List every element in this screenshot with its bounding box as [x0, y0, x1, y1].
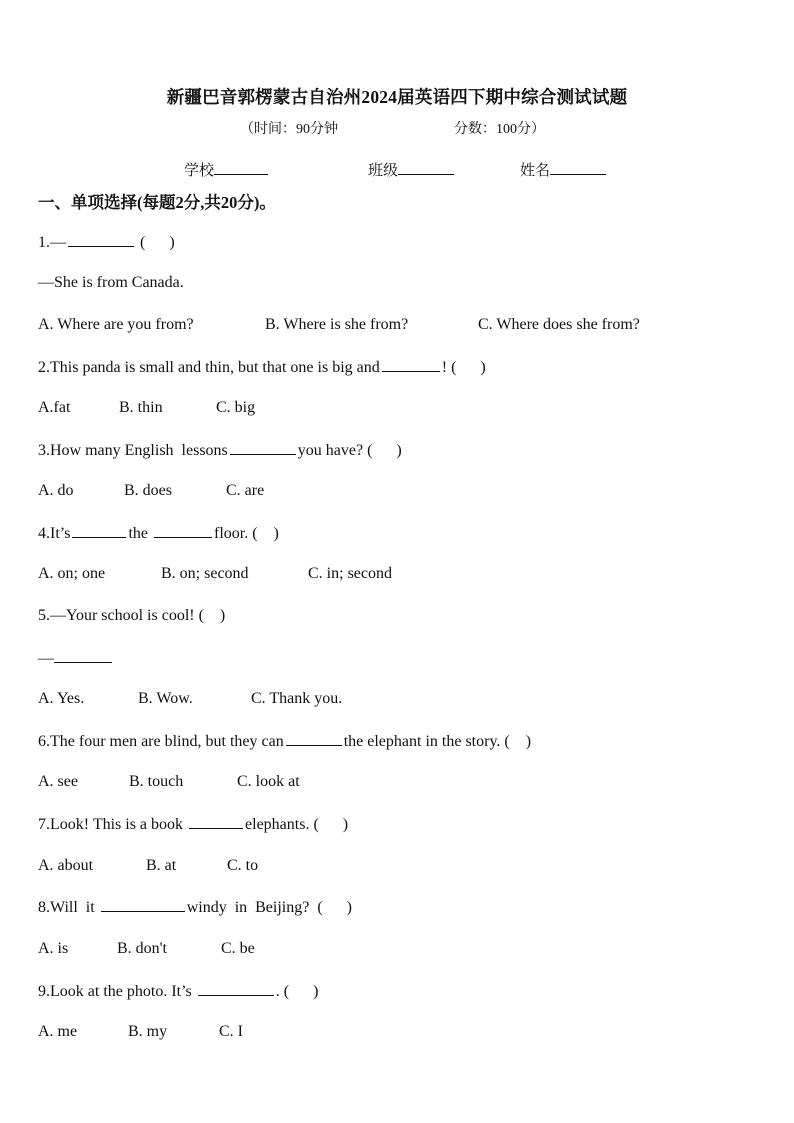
q5-option-b[interactable]: B. Wow.	[138, 690, 193, 707]
q9-stem: 9.Look at the photo. It’s	[38, 983, 192, 1000]
q6-option-b[interactable]: B. touch	[129, 773, 184, 790]
question-3	[38, 441, 402, 460]
q4-stem: 4.It’s	[38, 525, 71, 542]
q3-blank[interactable]	[230, 441, 296, 455]
class-blank[interactable]	[398, 160, 454, 175]
q8-option-a[interactable]: A. is	[38, 940, 69, 957]
q8-bracket: windy in Beijing? ( )	[186, 899, 352, 916]
q4-blank-2[interactable]	[154, 524, 212, 538]
question-5: 5.—Your school is cool! ( )	[38, 607, 226, 624]
q1-blank[interactable]	[68, 233, 134, 247]
q5-blank[interactable]	[54, 649, 112, 663]
q8-option-b[interactable]: B. don't	[117, 940, 167, 957]
school-field[interactable]	[184, 159, 268, 180]
q7-stem: 7.Look! This is a book	[38, 816, 184, 833]
q4-stem-mid: the	[128, 525, 148, 542]
name-field[interactable]	[520, 159, 606, 180]
q6-blank[interactable]	[286, 732, 342, 746]
q8-blank[interactable]	[101, 898, 185, 912]
q7-blank[interactable]	[189, 815, 243, 829]
q8-option-c[interactable]: C. be	[221, 940, 255, 957]
question-8	[38, 898, 352, 917]
q4-option-c[interactable]: C. in; second	[308, 565, 392, 582]
q3-option-b[interactable]: B. does	[124, 482, 172, 499]
q3-option-c[interactable]: C. are	[226, 482, 265, 499]
q2-blank[interactable]	[382, 358, 440, 372]
school-label: 学校	[184, 163, 215, 179]
q1-option-b[interactable]: B. Where is she from?	[265, 316, 409, 333]
q9-option-b[interactable]: B. my	[128, 1023, 168, 1040]
q5-answer-line	[38, 649, 114, 668]
q7-option-a[interactable]: A. about	[38, 857, 94, 874]
q6-stem: 6.The four men are blind, but they can	[38, 733, 284, 750]
q3-stem: 3.How many English lessons	[38, 442, 228, 459]
q1-bracket: ( )	[140, 234, 175, 251]
q7-option-c[interactable]: C. to	[227, 857, 259, 874]
q5-option-c[interactable]: C. Thank you.	[251, 690, 343, 707]
q6-option-a[interactable]: A. see	[38, 773, 78, 790]
q9-blank[interactable]	[198, 982, 274, 996]
q2-option-a[interactable]: A.fat	[38, 399, 71, 416]
q4-blank-1[interactable]	[72, 524, 126, 538]
name-blank[interactable]	[550, 160, 606, 175]
q9-option-a[interactable]: A. me	[38, 1023, 78, 1040]
q3-bracket: you have? ( )	[297, 442, 402, 459]
question-6	[38, 732, 531, 751]
question-9	[38, 982, 318, 1001]
question-1	[38, 233, 175, 252]
q8-stem: 8.Will it	[38, 899, 95, 916]
class-field[interactable]	[368, 159, 454, 180]
school-blank[interactable]	[214, 160, 268, 175]
total-score: 分数：100分）	[454, 122, 545, 137]
question-4	[38, 524, 279, 543]
name-label: 姓名	[520, 163, 551, 179]
q4-bracket: floor. ( )	[214, 525, 279, 542]
q1-option-a[interactable]: A. Where are you from?	[38, 316, 194, 333]
q2-option-b[interactable]: B. thin	[119, 399, 163, 416]
q2-stem: 2.This panda is small and thin, but that one is big and	[38, 359, 380, 376]
q2-bracket: ! ( )	[441, 359, 486, 376]
q9-option-c[interactable]: C. I	[219, 1023, 243, 1040]
class-label: 班级	[368, 163, 399, 179]
q6-bracket: the elephant in the story. ( )	[343, 733, 532, 750]
q7-option-b[interactable]: B. at	[146, 857, 177, 874]
q4-option-a[interactable]: A. on; one	[38, 565, 106, 582]
time-limit: （时间：90分钟	[240, 122, 338, 137]
q6-option-c[interactable]: C. look at	[237, 773, 300, 790]
q4-option-b[interactable]: B. on; second	[161, 565, 249, 582]
q5-option-a[interactable]: A. Yes.	[38, 690, 85, 707]
q9-bracket: . ( )	[275, 983, 319, 1000]
question-7	[38, 815, 348, 834]
question-2	[38, 358, 486, 377]
q3-option-a[interactable]: A. do	[38, 482, 74, 499]
q7-bracket: elephants. ( )	[245, 816, 349, 833]
q5-dash: —	[38, 650, 54, 667]
q1-option-c[interactable]: C. Where does she from?	[478, 316, 640, 333]
page-title: 新疆巴音郭楞蒙古自治州2024届英语四下期中综合测试试题	[166, 87, 628, 107]
q1-stem: 1.—	[38, 234, 66, 251]
section-heading: 一、单项选择(每题2分,共20分)。	[38, 193, 276, 212]
q2-option-c[interactable]: C. big	[216, 399, 256, 416]
q1-answer-line: —She is from Canada.	[38, 274, 184, 291]
